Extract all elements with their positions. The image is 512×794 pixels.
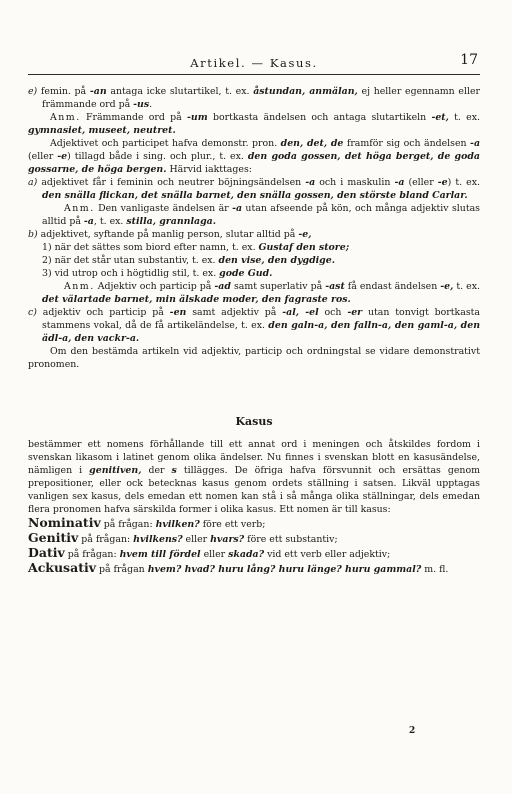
case-dativ: Dativ på frågan: hvem till fördel eller skada? vid ett verb eller adjektiv; [28, 545, 391, 560]
item-b: b) adjektivet, syftande på manlig person, slutar alltid på -e, [28, 229, 312, 240]
anm-note-2: Anm. Den vanligaste ändelsen är -a utan afseende på kön, och många adjektiv slutas alltid på -a, t. ex. stilla, grannlaga. [42, 203, 480, 227]
signature-mark: 2 [409, 726, 416, 736]
kasus-paragraph: bestämmer ett nomens förhållande till ett annat ord i meningen och åtskildes fordom i svenskan likasom i latinet genom olika ändelser. Nu finnes i svenskan blott en kasusändelse, nämligen i genitiven, der s tillägges. De öfriga hafva försvunnit och ersättas genom prepositioner, eller ock betecknas kasus genom ordets ställning i satsen. Likväl upptagas vanligen sex kasus, dels emedan ett nomen kan stå i så många olika ställningar, dels emedan flera pronomen hafva särskilda former i olika kasus. Ett nomen är till kasus: [28, 439, 480, 515]
page-number: 17 [460, 52, 478, 68]
running-title: Artikel. — Kasus. [190, 56, 318, 70]
case-nominativ: Nominativ på frågan: hvilken? före ett verb; [28, 515, 266, 530]
item-b-2: 2) när det står utan substantiv, t. ex. den vise, den dygdige. [42, 255, 335, 266]
anm-note-1: Anm. Främmande ord på -um bortkasta ändelsen och antaga slutartikeln -et, t. ex. gymnasiet, museet, neutret. [28, 112, 480, 136]
section-heading-kasus: Kasus [235, 415, 273, 428]
anm-note-3: Anm. Adjektiv och particip på -ad samt superlativ på -ast få endast ändelsen -e, t. ex. det välartade barnet, min älskade moder, den fagraste ros. [42, 281, 480, 305]
item-c: c) adjektiv och particip på -en samt adjektiv på -al, -el och -er utan tonvigt bortkasta stammens vokal, då de få artikeländelse, t. ex. den galn-a, den falln-a, den gaml-a, den ädl-a, den vackr-a. [28, 307, 481, 344]
item-b-1: 1) när det sättes som biord efter namn, t. ex. Gustaf den store; [42, 242, 350, 253]
item-a: a) adjektivet får i feminin och neutrer böjningsändelsen -a och i maskulin -a (eller -e) t. ex. den snälla flickan, det snälla barnet, den snälla gossen, den störste bland Carlar. [28, 177, 480, 201]
case-list [28, 516, 480, 576]
item-b-3: 3) vid utrop och i högtidlig stil, t. ex. gode Gud. [42, 268, 273, 279]
demonstrative-reference: Om den bestämda artikeln vid adjektiv, particip och ordningstal se vidare demonstrativt pronomen. [28, 346, 480, 370]
running-header [28, 52, 480, 75]
paragraph-e: e) femin. på -an antaga icke slutartikel, t. ex. åstundan, anmälan, ej heller egennamn eller främmande ord på -us. [28, 86, 480, 110]
case-ackusativ: Ackusativ på frågan hvem? hvad? huru lång? huru länge? huru gammal? m. fl. [28, 560, 449, 575]
adjective-paragraph: Adjektivet och participet hafva demonstr. pron. den, det, de framför sig och ändelsen -a (eller -e) tillagd både i sing. och plur., t. ex. den goda gossen, det höga berget, de goda gossarne, de höga bergen. Härvid iakttages: [28, 138, 481, 175]
page [28, 52, 480, 576]
body-text [28, 85, 480, 576]
case-genitiv: Genitiv på frågan: hvilkens? eller hvars? före ett substantiv; [28, 530, 338, 545]
